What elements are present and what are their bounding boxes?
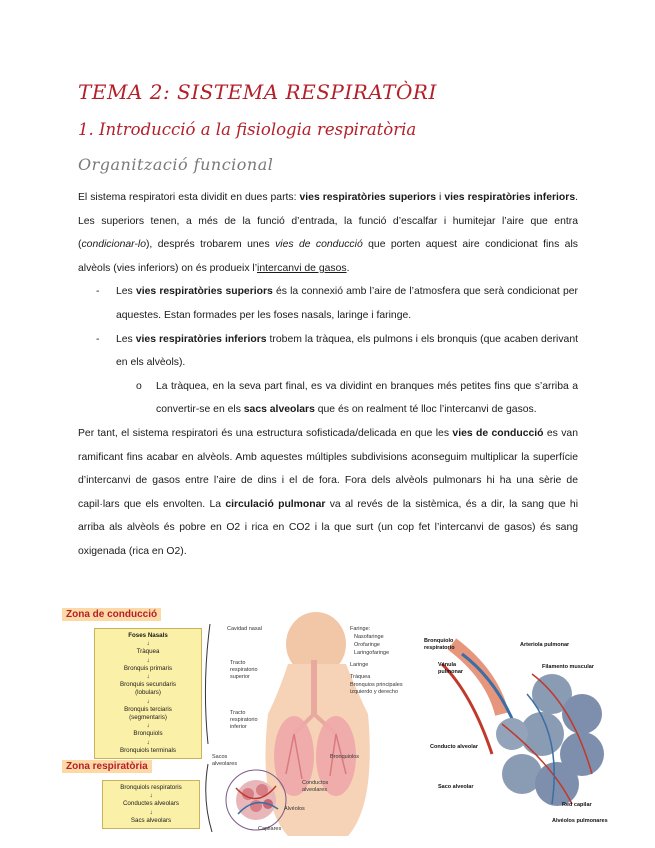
label-sacos-1: Sacos (212, 754, 228, 760)
label-venula-1: Vénula (438, 662, 457, 668)
paragraph-2: Per tant, el sistema respiratori és una estructura sofisticada/delicada en que les vies de conducció es van ramificant fins acabar en alvèols. Amb aquestes múltiples subdivisions aconseguim multiplicar la superfície d’intercanvi de gasos entre l’aire de dins i el de fora. Fora dels alvèols pulmonars hi ha una sèrie de capil·lars que els envolten. La circulació pulmonar va al revés de la sistèmica, és a dir, la sang que hi arriba als alvèols és pobre en O2 i rica en CO2 i la que surt (un cop fet l’intercanvi de gasos) és sang oxigenada (rica en O2). (78, 427, 578, 557)
label-saco: Saco alveolar (438, 784, 474, 790)
bullet-marker: - (96, 286, 100, 298)
label-alveolos: Alvéolos (284, 806, 305, 812)
label-tracto-sup-3: superior (230, 674, 250, 680)
bullet-lower-airways: - Les vies respiratòries inferiors trobem la tràquea, els pulmons i els bronquis (que acaben derivant en els alvèols). (116, 328, 578, 375)
subbullet-marker: o (136, 380, 142, 392)
section-heading: 1. Introducció a la fisiologia respiratòria (78, 120, 417, 139)
label-traquea: Tráquea (350, 674, 371, 680)
label-nasofaringe: Nasofaringe (354, 634, 384, 640)
label-bronquios-2: izquierdo y derecho (350, 689, 399, 695)
label-tracto-inf-1: Tracto (230, 710, 246, 716)
label-orofaringe: Orofaringe (354, 642, 380, 648)
label-conducto: Conducto alveolar (430, 744, 478, 750)
bullet-upper-airways: - Les vies respiratòries superiors és la connexió amb l’aire de l’atmosfera que serà condicionat per aquestes. Estan formades per les foses nasals, laringe i faringe. (116, 280, 578, 327)
label-venula-2: pulmonar (438, 669, 464, 675)
label-tracto-sup-1: Tracto (230, 660, 246, 666)
label-capilares: Capilares (258, 826, 282, 832)
subsection-heading: Organització funcional (78, 155, 274, 174)
zone-conduction-label: Zona de conducció (62, 608, 161, 621)
bullet-marker: - (96, 333, 100, 345)
conduction-flow-box: Foses Nasals ↓ Tràquea ↓ Bronquis primaris ↓ Bronquis secundaris (lobulars) ↓ Bronquis terciaris (segmentaris) ↓ Bronquiols ↓ Bronquiols terminals (94, 628, 202, 759)
label-laringofaringe: Laringofaringe (354, 650, 390, 656)
label-sacos-2: alveolares (212, 761, 238, 767)
label-tracto-inf-2: respiratorio (230, 717, 258, 723)
zone-respiratory-label: Zona respiratòria (62, 760, 152, 773)
label-faringe: Faringe: (350, 626, 371, 632)
label-arteriola: Arteriola pulmonar (520, 642, 570, 648)
label-bronquiolos: Bronquiolos (330, 754, 360, 760)
paragraph-1: El sistema respiratori esta dividit en dues parts: vies respiratòries superiors i vies respiratòries inferiors. Les superiors tenen, a més de la funció d’entrada, la funció d’escalfar i humitejar l’aire que entra (condicionar-lo), després trobarem unes vies de conducció que porten aquest aire condicionat fins als alvèols (vies inferiors) on és produeix l’intercanvi de gasos. (78, 192, 578, 274)
respiratory-figure (62, 604, 614, 836)
label-red-capilar: Red capilar (562, 802, 592, 808)
label-bronquios: Bronquios principales (350, 682, 403, 688)
label-conductos-1: Conductos (302, 780, 329, 786)
label-bronquiolo-1: Bronquiolo (424, 638, 454, 644)
label-tracto-sup-2: respiratorio (230, 667, 258, 673)
label-alveolos-pulmonares: Alvéolos pulmonares (552, 818, 608, 824)
label-filamento: Filamento muscular (542, 664, 594, 670)
page-title: TEMA 2: SISTEMA RESPIRATÒRI (78, 80, 437, 104)
label-tracto-inf-3: inferior (230, 724, 247, 730)
label-laringe: Laringe (350, 662, 369, 668)
document-body (78, 186, 578, 564)
subbullet-trachea: o La tràquea, en la seva part final, es va dividint en branques més petites fins que s’arriba a convertir-se en els sacs alveolars que és on realment té lloc l’intercanvi de gasos. (156, 375, 578, 422)
respiratory-flow-box: Bronquiols respiratoris ↓ Conductes alveolars ↓ Sacs alveolars (102, 780, 200, 829)
label-conductos-2: alveolares (302, 787, 328, 793)
label-cavidad-nasal: Cavidad nasal (227, 626, 262, 632)
label-bronquiolo-2: respiratorio (424, 645, 455, 651)
